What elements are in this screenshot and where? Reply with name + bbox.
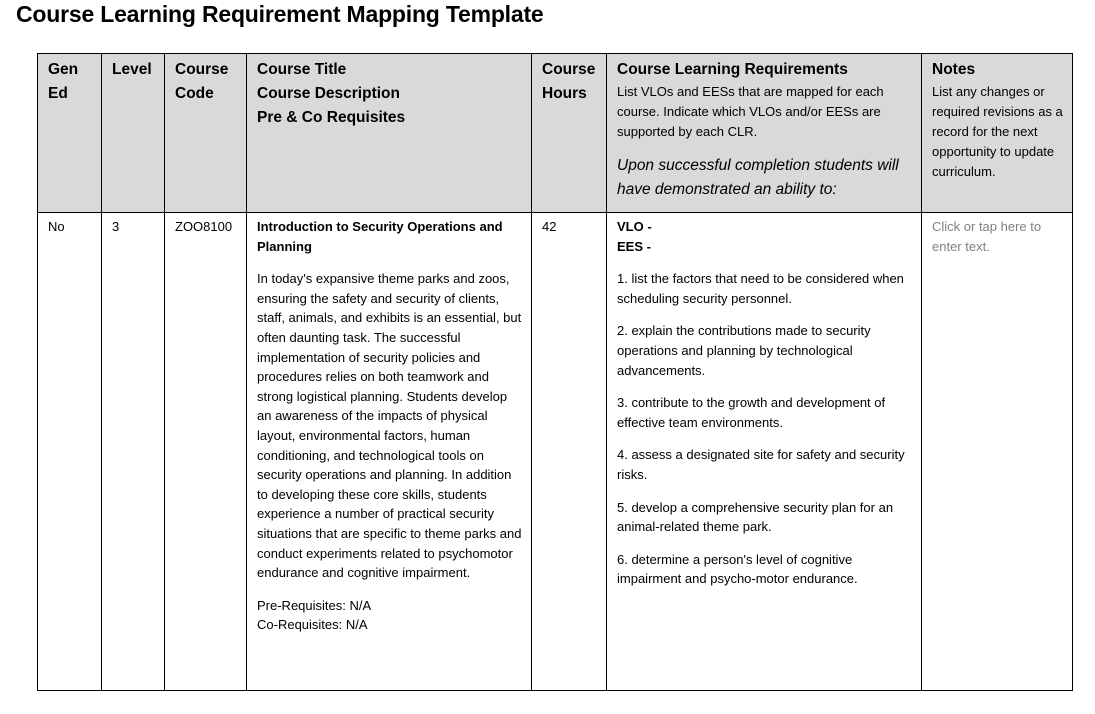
clr-item: 1. list the factors that need to be considered when scheduling security personnel. — [617, 271, 904, 306]
notes-placeholder-field[interactable]: Click or tap here to enter text. — [932, 219, 1042, 254]
header-clr: Course Learning Requirements List VLOs and EESs that are mapped for each course. Indicate which VLOs and/or EESs are supported by each CLR. Upon successful completion students will have demonstrated an ability to: — [607, 54, 922, 213]
cell-level: 3 — [102, 213, 165, 691]
document-title: Course Learning Requirement Mapping Template — [16, 1, 544, 27]
vlo-label: VLO - — [617, 219, 652, 234]
cell-course-hours: 42 — [532, 213, 607, 691]
clr-item: 3. contribute to the growth and development of effective team environments. — [617, 395, 886, 430]
header-gen-ed: Gen Ed — [38, 54, 102, 213]
cell-course-code: ZOO8100 — [165, 213, 247, 691]
course-description: In today's expansive theme parks and zoos, ensuring the safety and security of clients, staff, animals, and exhibits is an essential, but often daunting task. The successful implementation of security policies and procedures relies on both teamwork and strong logistical planning. Students develop an awareness of the impacts of physical layout, environmental factors, human conditioning, and technological tools on security operations and planning. In addition to developing these core skills, students experience a number of practical security situations that are specific to theme parks and conduct experiments related to psychomotor endurance and cognitive impairment. — [257, 271, 522, 581]
header-course-code: Course Code — [165, 54, 247, 213]
clr-item: 2. explain the contributions made to security operations and planning by technological advancements. — [617, 323, 871, 378]
course-row — [38, 213, 1073, 691]
pre-requisites: Pre-Requisites: N/A — [257, 597, 372, 613]
header-level: Level — [102, 54, 165, 213]
clr-instruction: List VLOs and EESs that are mapped for each course. Indicate which VLOs and/or EESs are supported by each CLR. — [617, 84, 884, 139]
clr-item: 4. assess a designated site for safety and security risks. — [617, 447, 905, 482]
header-row — [38, 54, 1073, 213]
cell-notes — [922, 213, 1073, 691]
clr-mapping-table — [37, 53, 1073, 691]
clr-lead-in: Upon successful completion students will have demonstrated an ability to: — [617, 157, 899, 198]
clr-item: 5. develop a comprehensive security plan for an animal-related theme park. — [617, 499, 894, 535]
header-course-hours: Course Hours — [532, 54, 607, 213]
course-name: Introduction to Security Operations and Planning — [257, 219, 503, 254]
header-course-title: Course Title Course Description Pre & Co Requisites — [247, 54, 532, 213]
notes-instruction: List any changes or required revisions as a record for the next opportunity to update curriculum. — [932, 84, 1063, 179]
cell-gen-ed: No — [38, 213, 102, 691]
cell-course-title — [247, 213, 532, 691]
co-requisites: Co-Requisites: N/A — [257, 617, 368, 633]
clr-item: 6. determine a person's level of cognitive impairment and psycho-motor endurance. — [617, 551, 858, 587]
header-notes: Notes List any changes or required revisions as a record for the next opportunity to update curriculum. — [922, 54, 1073, 213]
cell-clr — [607, 213, 922, 691]
ees-label: EES - — [617, 238, 651, 254]
